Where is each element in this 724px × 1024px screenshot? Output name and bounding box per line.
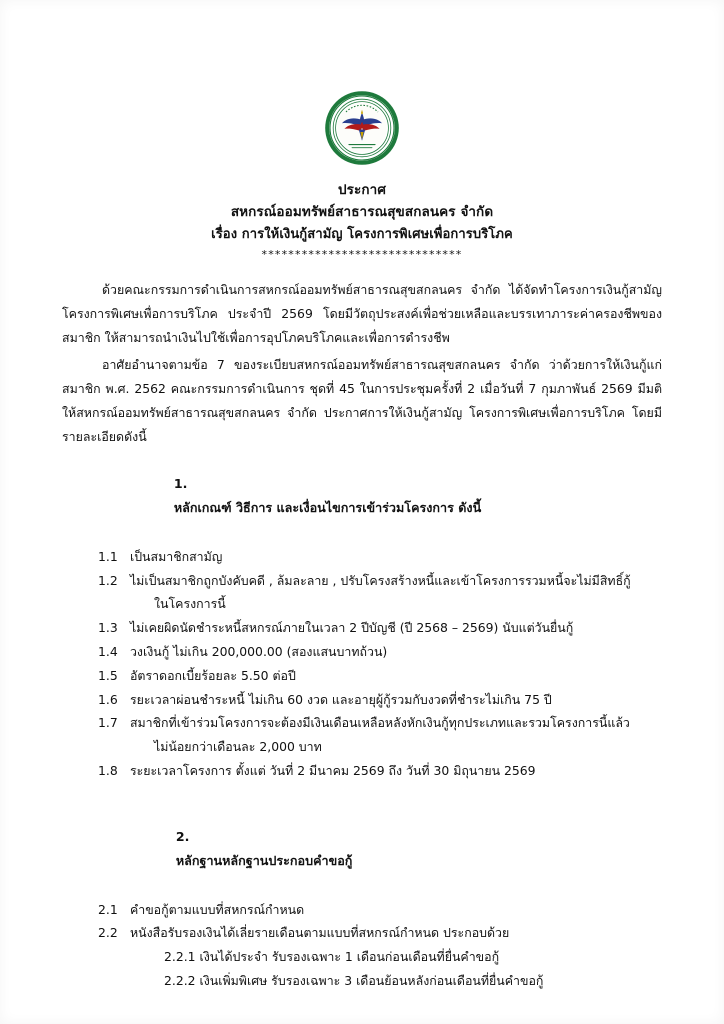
sections-list xyxy=(62,448,662,1005)
list-item: 1.4 วงเงินกู้ ไม่เกิน 200,000.00 (สองแสนบาทถ้วน) xyxy=(98,643,388,659)
header-divider: ****************************** xyxy=(261,247,463,261)
section-2 xyxy=(62,801,662,993)
list-item: 1.5 อัตราดอกเบี้ยร้อยละ 5.50 ต่อปี xyxy=(98,667,296,683)
item-text: คำขอกู้ตามแบบที่สหกรณ์กำหนด xyxy=(129,901,305,917)
document-header xyxy=(62,180,662,261)
sub-list-item xyxy=(62,945,662,969)
cooperative-emblem-icon xyxy=(322,88,402,168)
section-1 xyxy=(62,448,662,783)
section-2-heading: หลักฐานหลักฐานประกอบคำขอกู้ xyxy=(175,852,353,868)
section-2-number: 2. xyxy=(175,828,190,844)
sub-list-item xyxy=(62,969,662,993)
section-2-title xyxy=(62,801,662,897)
list-item: 2.1 คำขอกู้ตามแบบที่สหกรณ์กำหนด xyxy=(98,901,305,917)
section-1-heading: หลักเกณฑ์ วิธีการ และเงื่อนไขการเข้าร่วมโครงการ ดังนี้ xyxy=(173,499,482,515)
list-item-continuation: ในโครงการนี้ xyxy=(154,596,226,612)
list-item: 1.2 ไม่เป็นสมาชิกถูกบังคับคดี , ล้มละลาย , ปรับโครงสร้างหนี้และเข้าโครงการรวมหนี้จะไม่มีสิทธิ์กู้ xyxy=(98,572,631,588)
document-content xyxy=(62,0,662,1024)
item-text: หนังสือรับรองเงินได้เลี่ยรายเดือนตามแบบที่สหกรณ์กำหนด ประกอบด้วย xyxy=(129,925,510,941)
list-item: 1.8 ระยะเวลาโครงการ ตั้งแต่ วันที่ 2 มีนาคม 2569 ถึง วันที่ 30 มิถุนายน 2569 xyxy=(98,763,536,778)
intro-paragraphs xyxy=(62,278,662,449)
list-item: 1.3 ไม่เคยผิดนัดชำระหนี้สหกรณ์ภายในเวลา 2 ปีบัญชี (ปี 2568 – 2569) นับแต่วันยื่นกู้ xyxy=(98,620,574,636)
subject-line: เรื่อง การให้เงินกู้สามัญ โครงการพิเศษเพื่อการบริโภค xyxy=(211,226,513,242)
item-text: วงเงินกู้ ไม่เกิน 200,000.00 (สองแสนบาทถ้วน) xyxy=(129,643,388,659)
subitem-number: 2.2.2 xyxy=(164,972,196,988)
list-item: 1.7 สมาชิกที่เข้าร่วมโครงการจะต้องมีเงินเดือนเหลือหลังหักเงินกู้ทุกประเภทและรวมโครงการนี้แล้ว xyxy=(98,715,630,731)
list-item: 1.6 รยะเวลาผ่อนชำระหนี้ ไม่เกิน 60 งวด และอายุผู้กู้รวมกับงวดที่ชำระไม่เกิน 75 ปี xyxy=(98,691,552,707)
announcement-title: ประกาศ xyxy=(338,182,386,198)
item-text: ไม่เป็นสมาชิกถูกบังคับคดี , ล้มละลาย , ปรับโครงสร้างหนี้และเข้าโครงการรวมหนี้จะไม่มีสิทธิ์กู้ xyxy=(129,572,631,588)
item-text: เป็นสมาชิกสามัญ xyxy=(129,548,223,564)
paragraph-2: อาศัยอำนาจตามข้อ 7 ของระเบียบสหกรณ์ออมทรัพย์สาธารณสุขสกลนคร จำกัด ว่าด้วยการให้เงินกู้แก่สมาชิก พ.ศ. 2562 คณะกรรมการดำเนินการ ชุดที่ 45 ในการประชุมครั้งที่ 2 เมื่อวันที่ 7 กุมภาพันธ์ 2569 มีมติให้สหกรณ์ออมทรัพย์สาธารณสุขสกลนคร จำกัด ประกาศการให้เงินกู้สามัญ โครงการพิเศษเพื่อการบริโภค โดยมีรายละเอียดดังนี้ xyxy=(62,356,662,445)
section-2-items xyxy=(62,898,662,993)
subitem-number: 2.2.1 xyxy=(164,949,196,965)
list-item: 2.2 หนังสือรับรองเงินได้เลี่ยรายเดือนตามแบบที่สหกรณ์กำหนด ประกอบด้วย xyxy=(98,925,510,941)
subitem-text: เงินได้ประจำ รับรองเฉพาะ 1 เดือนก่อนเดือนที่ยื่นคำขอกู้ xyxy=(199,949,500,965)
section-1-number: 1. xyxy=(173,475,188,491)
item-text: อัตราดอกเบี้ยร้อยละ 5.50 ต่อปี xyxy=(129,667,296,683)
item-text: ระยะเวลาโครงการ ตั้งแต่ วันที่ 2 มีนาคม 2569 ถึง วันที่ 30 มิถุนายน 2569 xyxy=(129,763,536,778)
item-text: ไม่เคยผิดนัดชำระหนี้สหกรณ์ภายในเวลา 2 ปีบัญชี (ปี 2568 – 2569) นับแต่วันยื่นกู้ xyxy=(129,620,574,636)
section-1-title xyxy=(62,448,662,544)
subitem-text: เงินเพิ่มพิเศษ รับรองเฉพาะ 3 เดือนย้อนหลังก่อนเดือนที่ยื่นคำขอกู้ xyxy=(199,972,544,988)
section-1-items xyxy=(62,545,662,783)
cooperative-emblem-svg xyxy=(322,88,402,168)
list-item: 1.1 เป็นสมาชิกสามัญ xyxy=(98,548,223,564)
paragraph-1: ด้วยคณะกรรมการดำเนินการสหกรณ์ออมทรัพย์สาธารณสุขสกลนคร จำกัด ได้จัดทำโครงการเงินกู้สามัญ โครงการพิเศษเพื่อการบริโภค ประจำปี 2569 โดยมีวัตถุประสงค์เพื่อช่วยเหลือและบรรเทาภาระค่าครองชีพของสมาชิก ให้สามารถนำเงินไปใช้เพื่อการอุปโภคบริโภคและเพื่อการดำรงชีพ xyxy=(62,282,662,346)
item-text: รยะเวลาผ่อนชำระหนี้ ไม่เกิน 60 งวด และอายุผู้กู้รวมกับงวดที่ชำระไม่เกิน 75 ปี xyxy=(129,691,552,707)
organization-name: สหกรณ์ออมทรัพย์สาธารณสุขสกลนคร จำกัด xyxy=(230,203,494,220)
list-item-continuation: ไม่น้อยกว่าเดือนละ 2,000 บาท xyxy=(154,739,322,755)
item-text: สมาชิกที่เข้าร่วมโครงการจะต้องมีเงินเดือนเหลือหลังหักเงินกู้ทุกประเภทและรวมโครงการนี้แล้ว xyxy=(129,715,630,731)
